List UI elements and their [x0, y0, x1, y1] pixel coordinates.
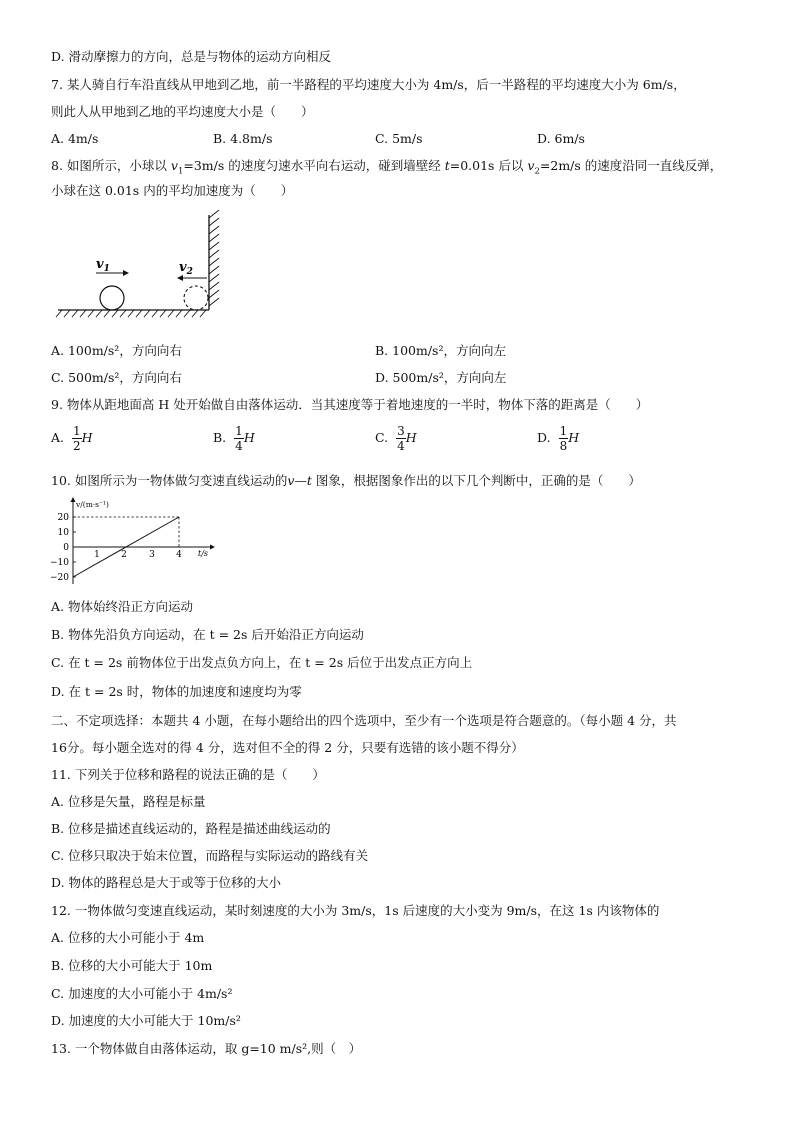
x-tick-1: 1 [94, 550, 100, 560]
q12-stem: 12. 一物体做匀变速直线运动，某时刻速度的大小为 3m/s，1s 后速度的大小变为 9m/s，在这 1s 内该物体的 [51, 903, 660, 918]
v2-label: $v_2$ [179, 260, 193, 277]
y-axis-label: v/(m·s⁻¹) [76, 500, 109, 509]
q7-stem-line1: 7. 某人骑自行车沿直线从甲地到乙地，前一半路程的平均速度大小为 4m/s，后一半路程的平均速度大小为 6m/s， [51, 77, 686, 92]
q10-option-a: A. 物体始终沿正方向运动 [51, 599, 193, 614]
x-tick-3: 3 [149, 550, 155, 560]
q11-option-d: D. 物体的路程总是大于或等于位移的大小 [51, 875, 282, 890]
q9-option-d: D. $\frac{1}{8}$ H [537, 424, 580, 453]
q11-option-c: C. 位移只取决于始末位置，而路程与实际运动的路线有关 [51, 848, 369, 863]
q12-option-c: C. 加速度的大小可能小于 4m/s² [51, 986, 233, 1001]
v1-label: $v_1$ [96, 257, 110, 274]
y-tick-0: 0 [63, 543, 69, 553]
q11-stem: 11. 下列关于位移和路程的说法正确的是（ ） [51, 767, 325, 782]
q10-option-c: C. 在 t = 2s 前物体位于出发点负方向上，在 t = 2s 后位于出发点正方向上 [51, 655, 473, 670]
ball-rebound [184, 286, 208, 310]
ball-wall-figure [50, 210, 230, 320]
vt-graph [50, 496, 220, 588]
q6-option-d: D. 滑动摩擦力的方向，总是与物体的运动方向相反 [51, 49, 332, 64]
section2-header-line2: 16分。每小题全选对的得 4 分，选对但不全的得 2 分，只要有选错的该小题不得分） [51, 740, 524, 755]
q9-option-c: C. $\frac{3}{4}$ H [375, 424, 417, 453]
q12-option-d: D. 加速度的大小可能大于 10m/s² [51, 1013, 241, 1028]
q9-option-a: A. $\frac{1}{2}$ H [51, 424, 93, 453]
q12-option-b: B. 位移的大小可能大于 10m [51, 958, 213, 973]
section2-header-line1: 二、不定项选择：本题共 4 小题，在每小题给出的四个选项中，至少有一个选项是符合题意的。（每小题 4 分，共 [51, 713, 677, 728]
q11-option-a: A. 位移是矢量，路程是标量 [51, 794, 206, 809]
q7-option-b: B. 4.8m/s [213, 131, 273, 146]
q8-stem-line2: 小球在这 0.01s 内的平均加速度为（ ） [51, 183, 294, 198]
x-axis-label: t/s [198, 549, 209, 558]
q8-option-c: C. 500m/s²，方向向右 [51, 370, 182, 385]
ball [100, 286, 124, 310]
q8-option-d: D. 500m/s²，方向向左 [375, 370, 507, 385]
q7-option-a: A. 4m/s [51, 131, 99, 146]
y-tick-20: 20 [57, 513, 69, 523]
q7-option-c: C. 5m/s [375, 131, 423, 146]
q10-stem: 10. 如图所示为一物体做匀变速直线运动的v—t 图象，根据图象作出的以下几个判断中，正确的是（ ） [51, 473, 641, 488]
y-tick-neg20: −20 [50, 573, 69, 583]
q10-option-b: B. 物体先沿负方向运动，在 t = 2s 后开始沿正方向运动 [51, 627, 364, 642]
wall-hatching [209, 210, 219, 306]
ground-hatching [56, 310, 206, 317]
q12-option-a: A. 位移的大小可能小于 4m [51, 930, 205, 945]
x-tick-2: 2 [121, 550, 127, 560]
q7-stem-line2: 则此人从甲地到乙地的平均速度大小是（ ） [51, 104, 314, 119]
y-tick-neg10: −10 [50, 558, 69, 568]
q8-option-b: B. 100m/s²，方向向左 [375, 343, 506, 358]
q11-option-b: B. 位移是描述直线运动的，路程是描述曲线运动的 [51, 821, 331, 836]
q9-option-b: B. $\frac{1}{4}$ H [213, 424, 255, 453]
q7-option-d: D. 6m/s [537, 131, 585, 146]
q10-option-d: D. 在 t = 2s 时，物体的加速度和速度均为零 [51, 684, 302, 699]
q13-stem: 13. 一个物体做自由落体运动，取 g=10 m/s²,则（ ） [51, 1041, 362, 1056]
q9-stem: 9. 物体从距地面高 H 处开始做自由落体运动．当其速度等于着地速度的一半时，物体下落的距离是（ ） [51, 397, 649, 412]
q8-option-a: A. 100m/s²，方向向右 [51, 343, 182, 358]
x-tick-4: 4 [176, 550, 182, 560]
y-tick-10: 10 [57, 528, 69, 538]
q8-stem-line1: 8. 如图所示，小球以 $v_1=3m/s$ 的速度匀速水平向右运动，碰到墙壁经 t=0.01s 后以 $v_2=2m/s$ 的速度沿同一直线反弹， [51, 158, 723, 177]
